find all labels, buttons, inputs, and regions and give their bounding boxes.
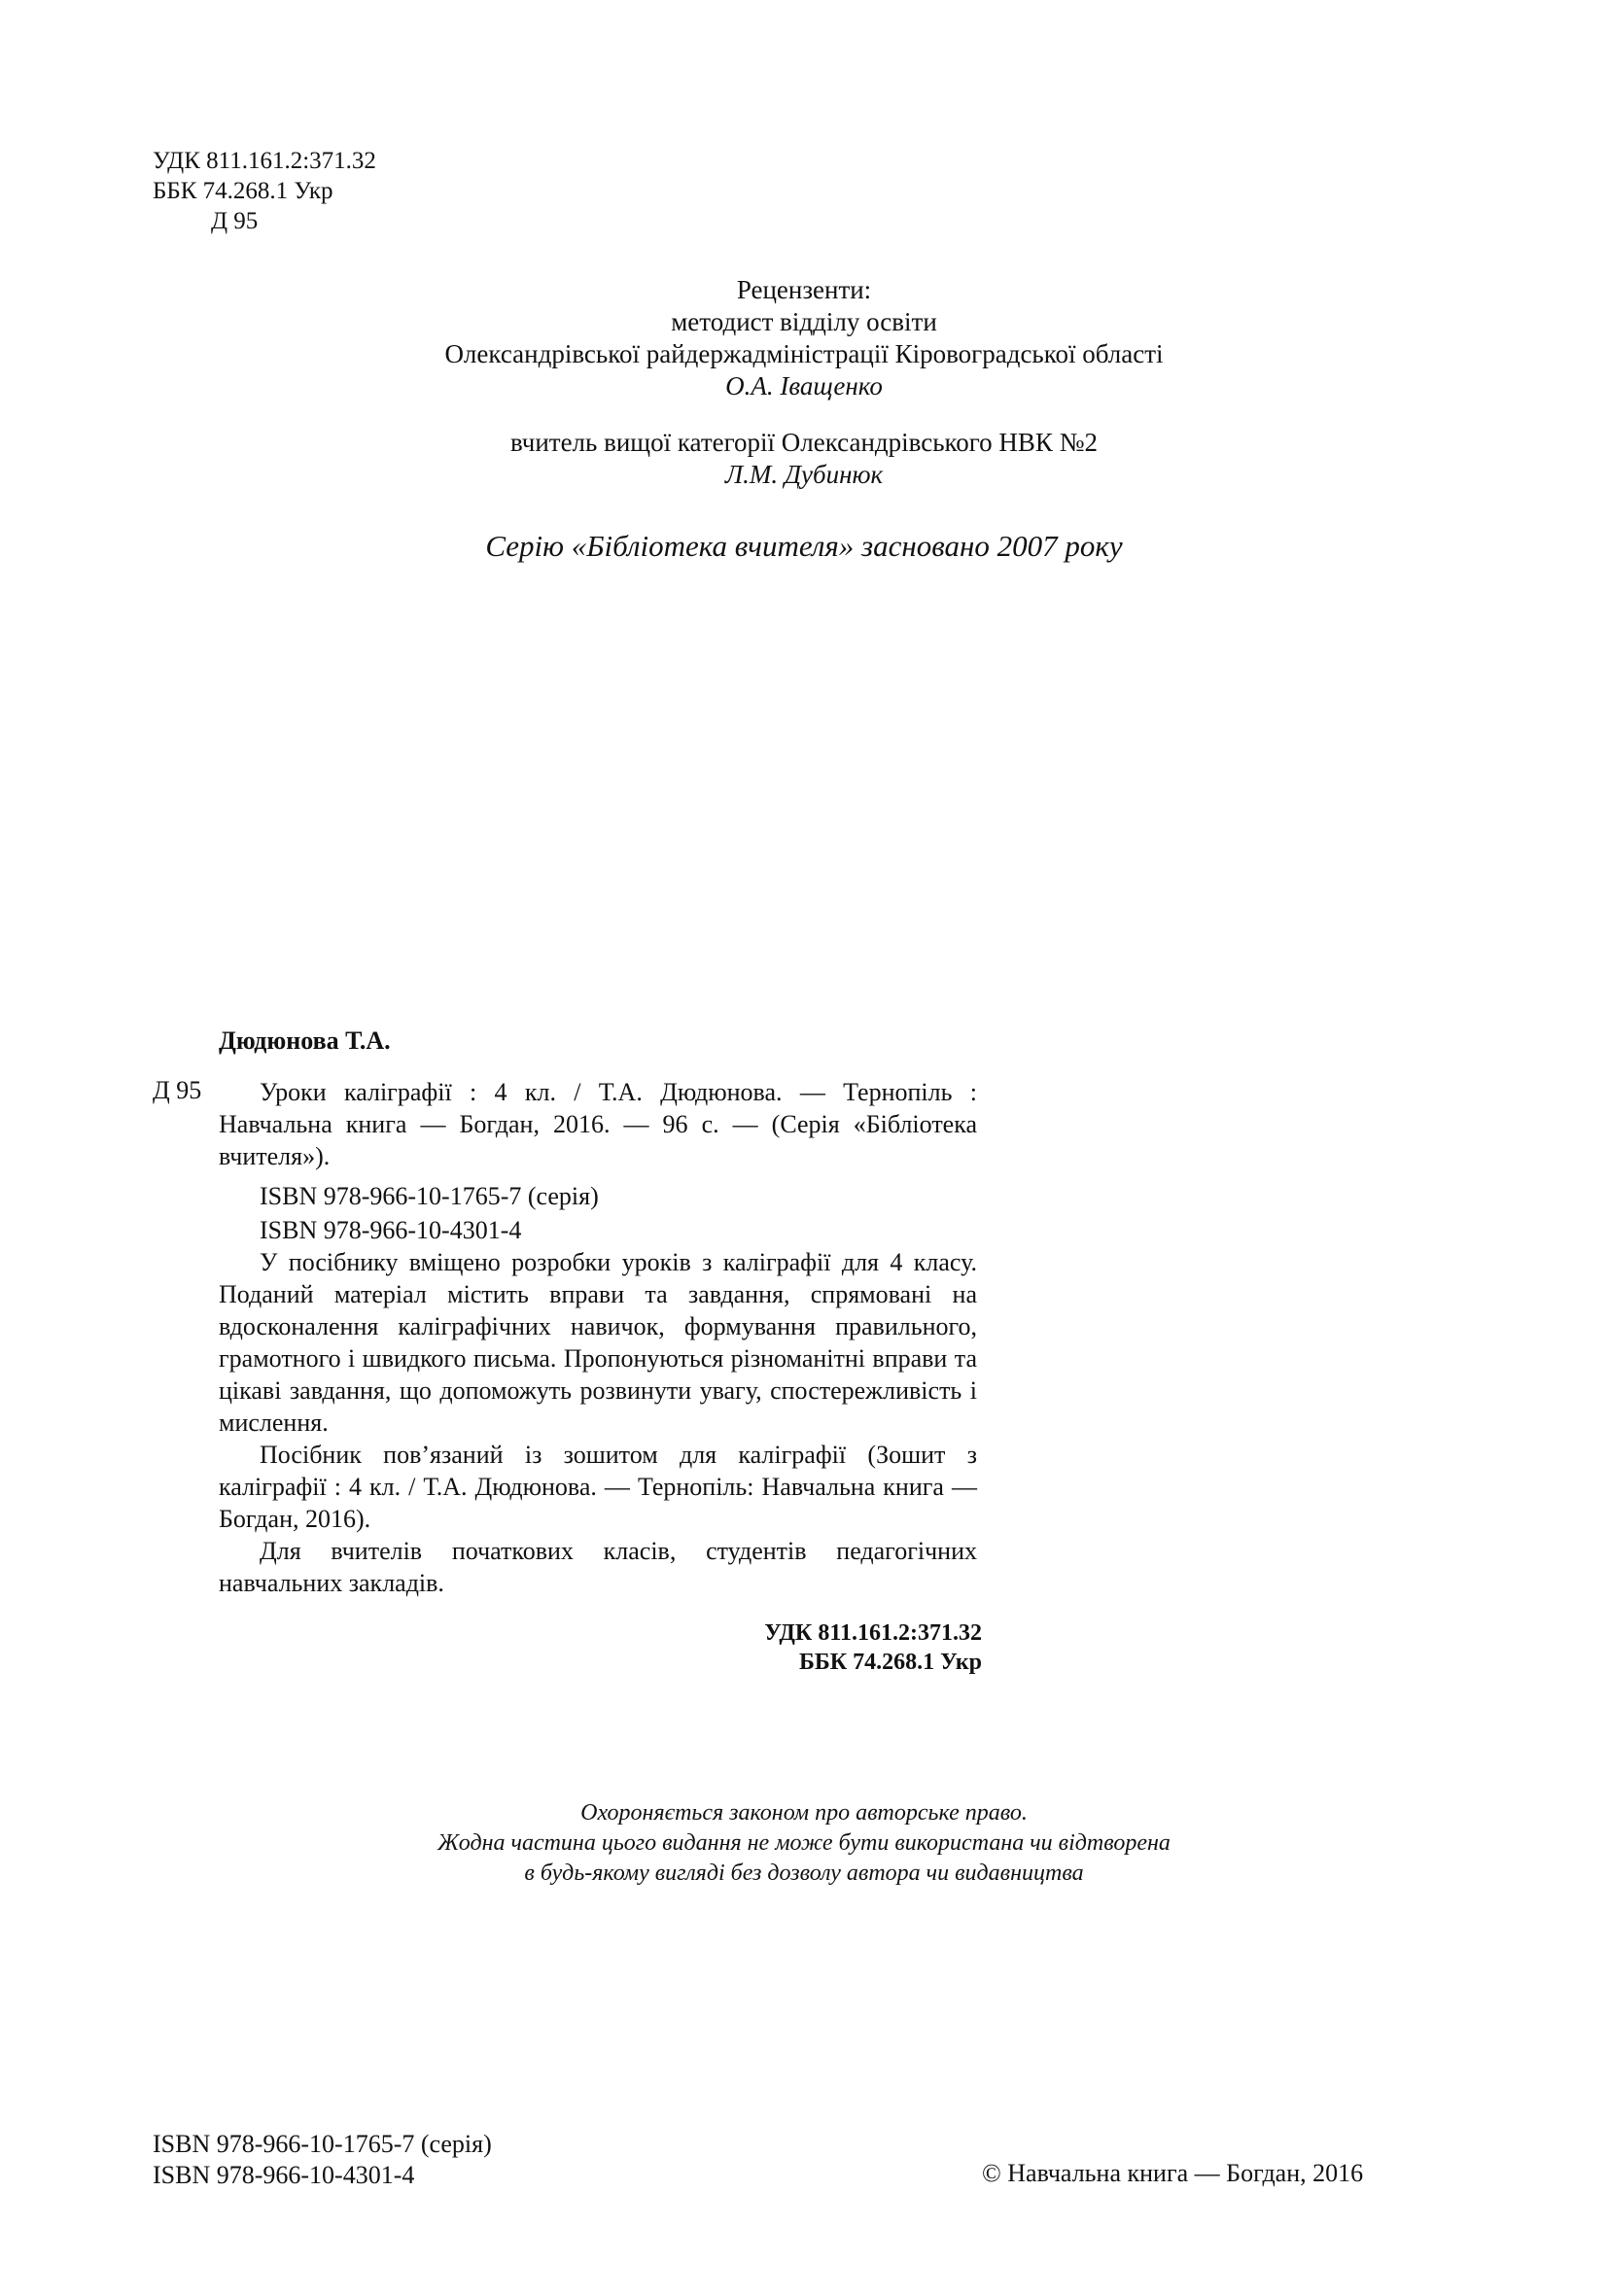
footer-isbn-block (153, 2129, 492, 2191)
annotation-paragraph-1: У посібнику вміщено розробки уроків з каліграфії для 4 класу. Поданий матеріал містить вправи та завдання, спрямовані на вдосконалення каліграфічних навичок, формування правильного, грамотного і швидкого письма. Пропонуються різноманітні вправи та цікаві завдання, що допоможуть розвинути увагу, спостережливість і мислення. (219, 1248, 977, 1437)
card-bbk-code: ББК 74.268.1 Укр (799, 1650, 982, 1675)
reviewer1-name: О.А. Іващенко (725, 371, 883, 400)
reviewer2-name: Л.М. Дубинюк (724, 460, 884, 489)
copyright-notice (0, 1798, 1608, 1889)
copyright-notice-line2: Жодна частина цього видання не може бути використана чи відтворена (437, 1830, 1171, 1856)
annotation-paragraph-2: Посібник пов’язаний із зошитом для каліграфії (Зошит з каліграфії : 4 кл. / Т.А. Дюдюнова. — Тернопіль: Навчальна книга — Богдан, 2016). (219, 1441, 977, 1533)
footer-isbn: ISBN 978-966-10-4301-4 (153, 2161, 415, 2189)
udk-code: УДК 811.161.2:371.32 (153, 148, 376, 174)
series-note: Серію «Бібліотека вчителя» засновано 2007 року (485, 529, 1123, 563)
copyright-notice-line3: в будь-якому вигляді без дозволу автора чи видавництва (524, 1861, 1084, 1886)
card-author: Дюдюнова Т.А. (219, 1026, 391, 1055)
reviewer1-position-line1: методист відділу освіти (671, 307, 937, 336)
bibliographic-description: Уроки каліграфії : 4 кл. / Т.А. Дюдюнова. — Тернопіль : Навчальна книга — Богдан, 2016. — 96 с. — (Серія «Бібліотека вчителя»). (219, 1078, 977, 1170)
card-udk-code: УДК 811.161.2:371.32 (764, 1620, 982, 1646)
copyright-notice-line1: Охороняється законом про авторське право. (580, 1800, 1028, 1826)
audience-paragraph: Для вчителів початкових класів, студентів педагогічних навчальних закладів. (219, 1537, 977, 1597)
author-index-code: Д 95 (211, 208, 259, 234)
bbk-code: ББК 74.268.1 Укр (153, 178, 333, 204)
card-isbn-series: ISBN 978-966-10-1765-7 (серія) (260, 1182, 599, 1210)
catalog-card (219, 1076, 977, 1599)
card-index: Д 95 (153, 1076, 202, 1104)
card-udk-block (219, 1618, 982, 1677)
card-isbn: ISBN 978-966-10-4301-4 (260, 1216, 522, 1244)
reviewer1-position-line2: Олександрівської райдержадміністрації Кіровоградської області (444, 339, 1164, 368)
udk-classification-block (153, 146, 376, 236)
reviewers-block (0, 274, 1608, 491)
reviewers-heading: Рецензенти: (736, 275, 872, 304)
publisher-copyright: © Навчальна книга — Богдан, 2016 (982, 2159, 1364, 2187)
footer-isbn-series: ISBN 978-966-10-1765-7 (серія) (153, 2130, 492, 2158)
reviewer2-position: вчитель вищої категорії Олександрівського НВК №2 (510, 428, 1098, 457)
